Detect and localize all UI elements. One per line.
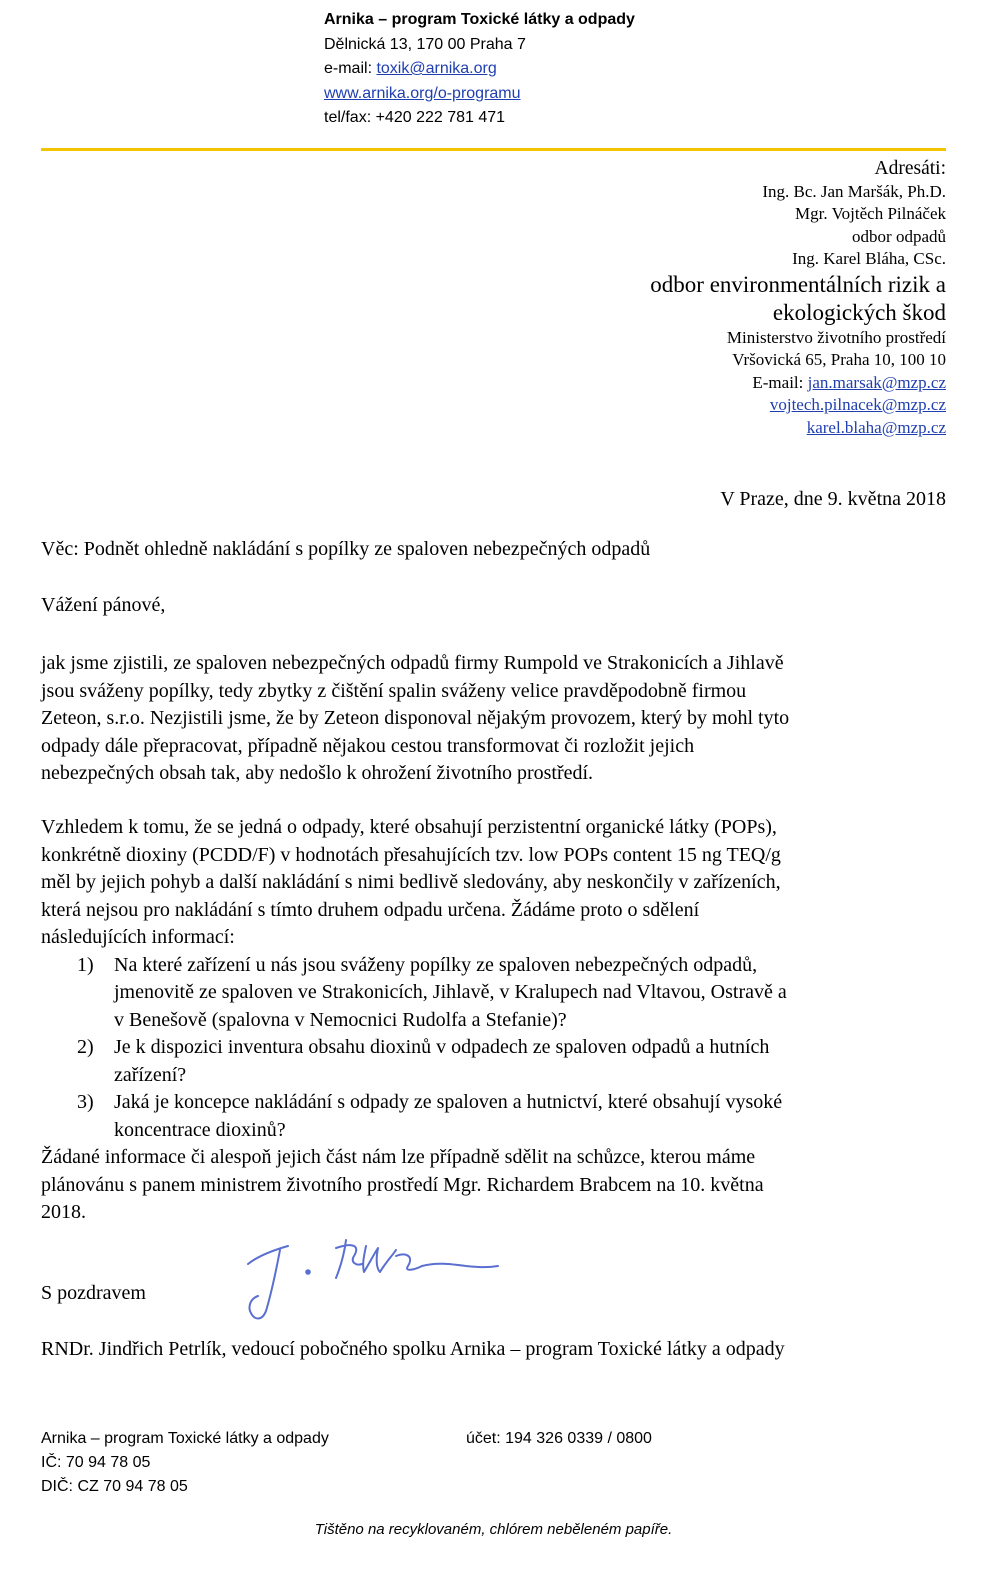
paragraph-line: nebezpečných obsah tak, aby nedošlo k ohrožení životního prostředí. bbox=[41, 762, 594, 784]
sender-organization: Arnika – program Toxické látky a odpady bbox=[324, 11, 635, 28]
recipient-line: Ing. Bc. Jan Maršák, Ph.D. bbox=[762, 181, 946, 201]
footer-ic: IČ: 70 94 78 05 bbox=[41, 1454, 151, 1471]
recycled-paper-note: Tištěno na recyklovaném, chlórem neběleném papíře. bbox=[314, 1521, 673, 1538]
sender-email-label: e-mail: bbox=[324, 60, 377, 77]
list-item bbox=[41, 1089, 951, 1144]
signer-name: RNDr. Jindřich Petrlík, vedoucí pobočného spolku Arnika – program Toxické látky a odpady bbox=[41, 1338, 785, 1360]
paragraph-line: následujících informací: bbox=[41, 926, 235, 948]
questions-list bbox=[41, 952, 951, 1145]
recipients-label: Adresáti: bbox=[874, 158, 946, 179]
recipient-line: Mgr. Vojtěch Pilnáček bbox=[795, 204, 946, 223]
footer-organization: Arnika – program Toxické látky a odpady bbox=[41, 1430, 329, 1447]
paragraph-line: měl by jejich pohyb a další nakládání s nimi bedlivě sledovány, aby neskončily v zařízeních, bbox=[41, 871, 781, 893]
list-item-line: v Benešově (spalovna v Nemocnici Rudolfa a Stefanie)? bbox=[114, 1008, 567, 1031]
letter-subject: Věc: Podnět ohledně nakládání s popílky ze spaloven nebezpečných odpadů bbox=[41, 538, 651, 560]
sender-website-link[interactable]: www.arnika.org/o-programu bbox=[324, 84, 521, 102]
recipient-email-link[interactable]: jan.marsak@mzp.cz bbox=[807, 372, 946, 392]
recipient-address: Vršovická 65, Praha 10, 100 10 bbox=[732, 350, 946, 369]
paragraph-line: Vzhledem k tomu, že se jedná o odpady, které obsahují perzistentní organické látky (POPs), bbox=[41, 816, 777, 838]
paragraph-line: Žádané informace či alespoň jejich část nám lze případně sdělit na schůzce, kterou máme bbox=[41, 1146, 756, 1168]
list-item bbox=[41, 952, 951, 1035]
recipient-ministry: Ministerstvo životního prostředí bbox=[726, 327, 946, 347]
footer-bank-account: účet: 194 326 0339 / 0800 bbox=[466, 1430, 652, 1447]
list-item-line: Je k dispozici inventura obsahu dioxinů v odpadech ze spaloven odpadů a hutních bbox=[114, 1036, 770, 1058]
paragraph-line: Zeteon, s.r.o. Nezjistili jsme, že by Zeteon disponoval nějakým provozem, který by mohl tyto bbox=[41, 707, 790, 729]
recipient-department: odbor environmentálních rizik a bbox=[650, 271, 946, 297]
sender-email-link[interactable]: toxik@arnika.org bbox=[376, 60, 497, 77]
list-item-line: koncentrace dioxinů? bbox=[114, 1118, 286, 1141]
recipient-email-link[interactable]: karel.blaha@mzp.cz bbox=[806, 417, 946, 437]
paragraph-line: 2018. bbox=[41, 1201, 86, 1223]
list-item bbox=[41, 1034, 951, 1089]
sender-email-line bbox=[324, 57, 635, 82]
list-item-number: 1) bbox=[77, 953, 94, 976]
paragraph-line: jsou sváženy popílky, tedy zbytky z čištění spalin sváženy velice pravděpodobně firmou bbox=[41, 679, 747, 702]
paragraph-line: odpady dále přepracovat, případně nějakou cestou transformovat či rozložit jejich bbox=[41, 734, 695, 757]
handwritten-signature bbox=[236, 1226, 506, 1326]
closing: S pozdravem bbox=[41, 1282, 146, 1304]
recipient-department: ekologických škod bbox=[772, 299, 946, 325]
paragraph-line: jak jsme zjistili, ze spaloven nebezpečných odpadů firmy Rumpold ve Strakonicích a Jihlavě bbox=[41, 652, 784, 674]
footer bbox=[41, 1427, 329, 1499]
list-item-line: jmenovitě ze spaloven ve Strakonicích, Jihlavě, v Kralupech nad Vltavou, Ostravě a bbox=[114, 981, 787, 1003]
list-item-line: Jaká je koncepce nakládání s odpady ze spaloven a hutnictví, které obsahují vysoké bbox=[114, 1091, 783, 1113]
paragraph-line: plánovánu s panem ministrem životního prostředí Mgr. Richardem Brabcem na 10. května bbox=[41, 1173, 764, 1196]
paragraph-line: konkrétně dioxiny (PCDD/F) v hodnotách přesahujících tzv. low POPs content 15 ng TEQ/g bbox=[41, 843, 781, 866]
recipient-line: odbor odpadů bbox=[852, 226, 946, 246]
sender-address: Dělnická 13, 170 00 Praha 7 bbox=[324, 35, 526, 53]
list-item-number: 2) bbox=[77, 1036, 94, 1058]
recipient-email-label: E-mail: bbox=[752, 372, 808, 392]
salutation: Vážení pánové, bbox=[41, 594, 166, 616]
header-divider bbox=[41, 148, 946, 151]
sender-phone: tel/fax: +420 222 781 471 bbox=[324, 109, 506, 126]
footer-dic: DIČ: CZ 70 94 78 05 bbox=[41, 1478, 188, 1495]
recipient-email-link[interactable]: vojtech.pilnacek@mzp.cz bbox=[769, 395, 946, 414]
list-item-line: Na které zařízení u nás jsou sváženy popílky ze spaloven nebezpečných odpadů, bbox=[114, 953, 758, 976]
recipient-line: Ing. Karel Bláha, CSc. bbox=[792, 249, 946, 268]
list-item-number: 3) bbox=[77, 1091, 94, 1113]
list-item-line: zařízení? bbox=[114, 1063, 187, 1086]
letter-date: V Praze, dne 9. května 2018 bbox=[720, 488, 946, 510]
paragraph-line: která nejsou pro nakládání s tímto druhem odpadu určena. Žádáme proto o sdělení bbox=[41, 898, 700, 921]
recipients-block bbox=[650, 158, 946, 439]
body-paragraph bbox=[41, 814, 951, 1227]
recipient-email-line bbox=[650, 372, 946, 395]
letterhead bbox=[324, 8, 635, 131]
body-paragraph bbox=[41, 650, 951, 788]
